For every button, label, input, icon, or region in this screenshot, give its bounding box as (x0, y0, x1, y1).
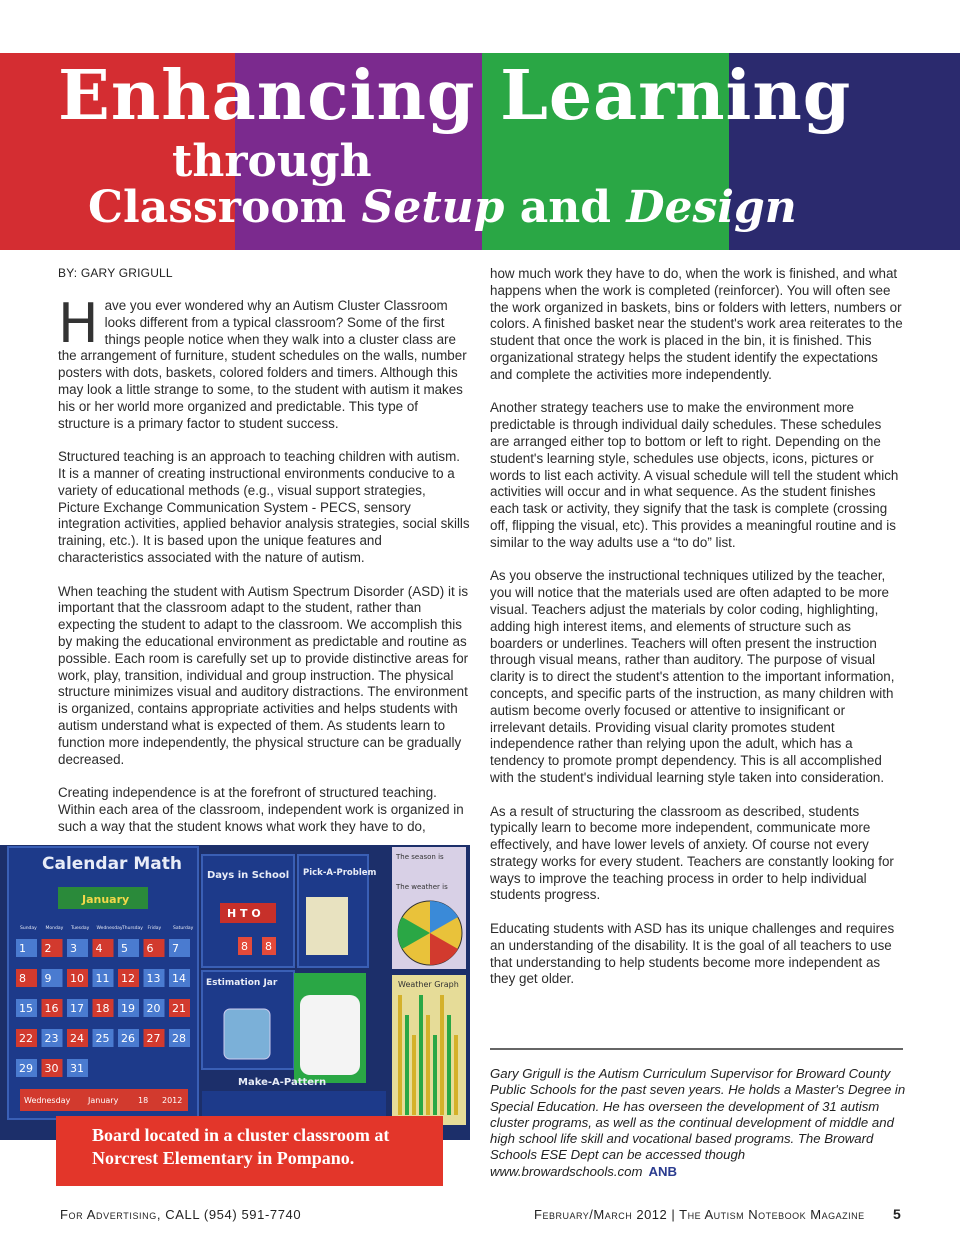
weekday-label: Monday (45, 926, 64, 931)
anb-mark: ANB (648, 1163, 678, 1179)
headline-word-and: and (504, 182, 627, 233)
day-number: 9 (44, 972, 52, 985)
day-number: 23 (44, 1032, 59, 1045)
board-illustration (0, 845, 470, 1140)
day-number: 20 (146, 1002, 161, 1015)
day-number: 2 (44, 942, 52, 955)
headline-word-design: Design (626, 182, 797, 233)
count-tens: 8 (241, 940, 248, 953)
weekday-label: Tuesday (71, 926, 90, 931)
article-column-left (58, 292, 470, 852)
footer-advertising: For Advertising, CALL (954) 591-7740 (60, 1207, 302, 1222)
day-number: 12 (121, 972, 135, 985)
classroom-board-photo (0, 845, 470, 1140)
blank-jar-icon (300, 995, 360, 1075)
graph-bar (398, 995, 402, 1115)
day-number: 30 (44, 1062, 59, 1075)
date-strip-month: January (88, 1096, 119, 1105)
article-paragraph: how much work they have to do, when the work is finished, and what happens when the work is completed (reinforcer). You will often see the work organized in baskets, bins or folders with letters, numbers or colors. A finished basket near the student's work area reiterates to the student that once the work is placed in the bin, it is finished. This organizational strategy helps the student identify the expectations and complete the activities more independently. (490, 266, 903, 382)
graph-bar (426, 1015, 430, 1115)
weather-label: The weather is (396, 883, 448, 891)
weekday-label: Thursday (122, 926, 143, 931)
article-paragraph: Structured teaching is an approach to teaching children with autism. It is a manner of creating instructional environments conducive to a variety of educational methods (e.g., visual support strategies, Picture Exchange Communication System - PECS, sensory integration activities, applied behavior analysis strategies, social skills training, etc.). It is based upon the unique features and characteristics associated with the nature of autism. (58, 449, 470, 565)
day-number: 29 (19, 1062, 33, 1075)
day-number: 8 (19, 972, 26, 985)
day-number: 14 (172, 972, 186, 985)
make-a-pattern-label: Make-A-Pattern (238, 1077, 327, 1088)
day-number: 7 (172, 942, 179, 955)
weekday-label: Sunday (20, 926, 37, 931)
day-number: 28 (172, 1032, 186, 1045)
graph-bar (412, 1035, 416, 1115)
day-number: 22 (19, 1032, 33, 1045)
headline-line2: through (172, 136, 372, 187)
graph-bar (454, 1035, 458, 1115)
article-paragraph: Educating students with ASD has its unique challenges and requires an understanding of the disability. It is the goal of all teachers to use that understanding to help students become more independent as they get older. (490, 921, 895, 987)
day-number: 18 (95, 1002, 110, 1015)
days-in-school-label: Days in School (207, 870, 290, 881)
headline-line1: Enhancing Learning (58, 56, 852, 136)
day-number: 6 (146, 942, 154, 955)
season-label: The season is (396, 853, 444, 861)
day-number: 31 (70, 1062, 84, 1075)
graph-bar (419, 995, 423, 1115)
day-number: 19 (121, 1002, 135, 1015)
day-number: 3 (70, 942, 77, 955)
weekday-label: Wednesday (96, 926, 123, 931)
day-number: 24 (70, 1032, 84, 1045)
headline-word-setup: Setup (361, 182, 505, 233)
day-number: 4 (95, 942, 103, 955)
photo-caption: Board located in a cluster classroom at Norcrest Elementary in Pompano. (92, 1125, 390, 1168)
weekday-label: Friday (147, 926, 162, 931)
author-bio (490, 1066, 908, 1180)
article-paragraph: Another strategy teachers use to make the environment more predictable is through individual daily schedules. These schedules are arranged either top to bottom or left to right. Depending on the student's learning style, schedules use objects, icons, pictures or words to list each activity. A visual schedule will tell the student which activities will occur and in what sequence. As the student finishes each task or activity, they signify that the task is complete (crossing off, flipping the visual, etc). This provides a meaningful routine and is similar to the way adults use a “to do” list. (490, 400, 899, 550)
bio-divider (490, 1048, 903, 1050)
date-strip-num: 18 (138, 1096, 149, 1105)
hto-label: H T O (227, 907, 261, 920)
estimation-jar-label: Estimation Jar (206, 978, 278, 988)
day-number: 13 (146, 972, 161, 985)
graph-bar (440, 995, 444, 1115)
article-paragraph: Have you ever wondered why an Autism Cluster Classroom looks different from a typical classroom? Some of the first things people notice when they walk into a cluster class are the arrangement of furniture, student schedules on the walls, number posters with dots, baskets, colored folders and timers. Although this may look a little strange to some, to the student with autism it makes his or her world more organized and predictable. This type of structure is a primary factor to student success. (58, 292, 467, 431)
calendar-title: Calendar Math (42, 854, 182, 874)
article-paragraph: As you observe the instructional techniques utilized by the teacher, you will notice that the materials used are often adapted to be more visual. Teachers adjust the materials by color coding, highlighting, adding high interest items, and elements of structure such as boarders or underlines. Teachers will often present the instruction through visual means, rather than auditory. The purpose of visual clarity is to direct the student's attention to the important information, concepts, and specific parts of the instruction, as many children with autism become overly focused or attentive to insignificant or irrelevant details. Providing visual clarity promotes student independence rather than relying upon the adult, which has a tendency to promote prompt dependency. This is all accomplished with the student's individual learning style taken into consideration. (490, 568, 895, 785)
headline-line3 (88, 182, 797, 233)
calendar-month: January (82, 893, 130, 906)
day-number: 26 (121, 1032, 135, 1045)
footer-issue: February/March 2012 | The Autism Notebook Magazine (534, 1207, 865, 1222)
day-number: 5 (121, 942, 128, 955)
graph-bar (433, 1035, 437, 1115)
day-number: 15 (19, 1002, 33, 1015)
estimation-jar-icon (224, 1009, 270, 1059)
drop-cap: H (58, 292, 99, 355)
pick-a-problem-label: Pick-A-Problem (303, 868, 377, 878)
day-number: 1 (19, 942, 26, 955)
article-paragraph: Creating independence is at the forefront of structured teaching. Within each area of the classroom, independent work is organized in such a way that the student knows what work they have to do, (58, 785, 464, 834)
graph-bar (447, 1015, 451, 1115)
count-ones: 8 (265, 940, 272, 953)
author-bio-text: Gary Grigull is the Autism Curriculum Supervisor for Broward County Public Schools for the past seven years. He holds a Master's Degree in Special Education. He has overseen the development of 31 autism cluster programs, as well as the continual development of middle and high school life skill and vocational based programs. The Broward Schools ESE Dept can be accessed though www.browardschools.com (490, 1066, 906, 1179)
day-number: 10 (70, 972, 84, 985)
day-number: 21 (172, 1002, 186, 1015)
weekday-label: Saturday (173, 926, 194, 931)
article-paragraph: As a result of structuring the classroom as described, students typically learn to become more independent, communicate more effectively, and have lower levels of anxiety. Of course not every strategy works for every student. Teachers are constantly looking for ways to improve the teaching process in order to help individual students progress. (490, 803, 894, 903)
article-column-right (490, 266, 903, 1005)
weather-graph-label: Weather Graph (398, 980, 459, 989)
article-paragraph: When teaching the student with Autism Spectrum Disorder (ASD) it is important that the classroom adapt to the student, rather than expecting the student to adapt to the classroom. We accomplish this by making the educational environment as predictable and routine as possible. Each room is carefully set up to provide distinctive areas for work, play, transition, individual and group instruction. The physical structure minimizes visual and auditory distractions. The environment is organized, contains appropriate activities and helps students with autism understand what is expected of them. As students learn to function more independently, the physical structure can be gradually decreased. (58, 583, 469, 767)
page-number: 5 (893, 1206, 901, 1222)
date-strip-day: Wednesday (24, 1096, 71, 1105)
day-number: 16 (44, 1002, 59, 1015)
headline-word-classroom: Classroom (88, 182, 362, 233)
date-strip-year: 2012 (162, 1096, 183, 1105)
day-number: 27 (146, 1032, 161, 1045)
day-number: 25 (95, 1032, 110, 1045)
day-number: 17 (70, 1002, 84, 1015)
day-number: 11 (95, 972, 110, 985)
graph-bar (405, 1015, 409, 1115)
byline: BY: GARY GRIGULL (58, 266, 173, 280)
